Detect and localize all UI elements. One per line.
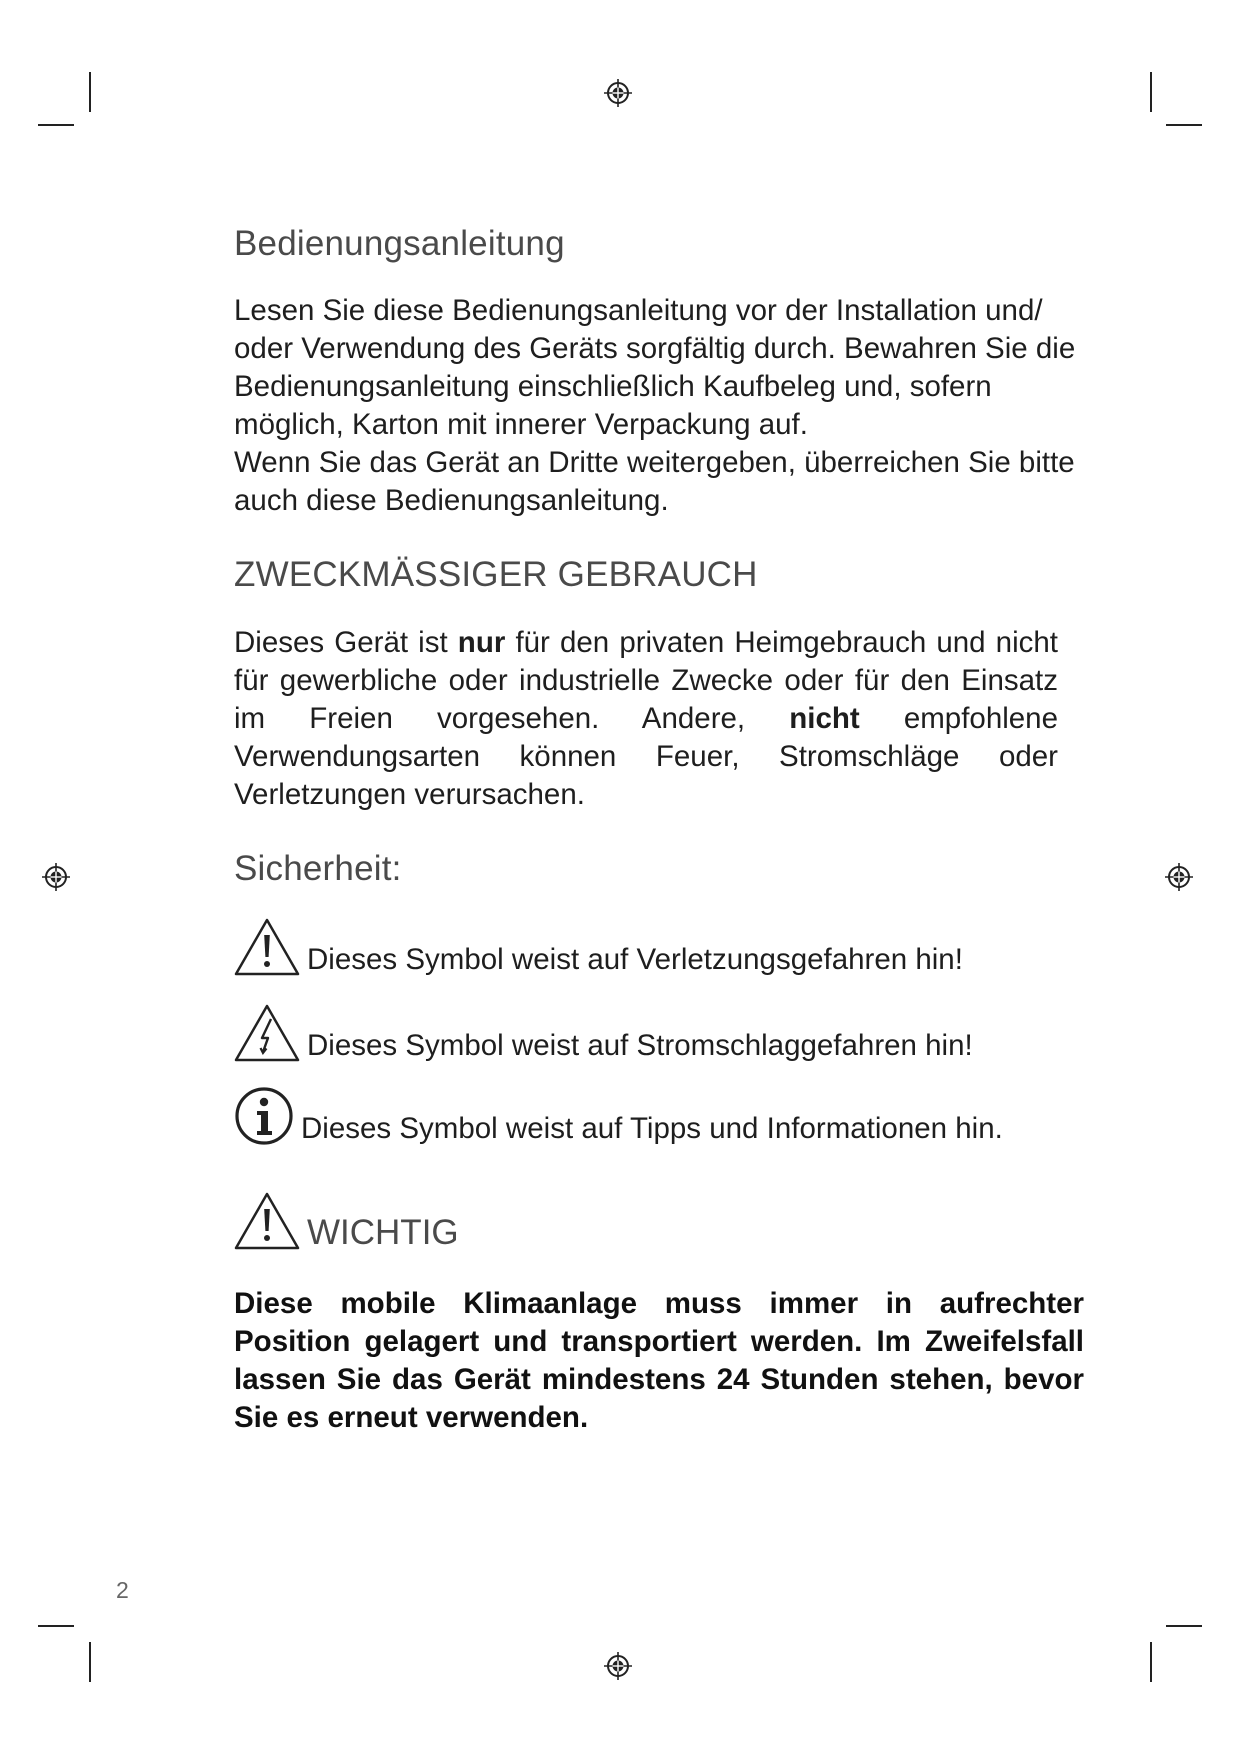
important-label: WICHTIG bbox=[307, 1213, 459, 1252]
usage-text-3: empfohlene Verwendungsarten können Feuer, Stromschläge oder Verletzungen verursachen. bbox=[234, 702, 1058, 811]
warning-triangle-icon bbox=[234, 1192, 300, 1251]
safety-symbol-row bbox=[234, 1004, 973, 1063]
crop-mark bbox=[1150, 1642, 1152, 1682]
usage-bold-1: nur bbox=[457, 626, 506, 659]
important-text: Diese mobile Klimaanlage muss immer in aufrechter Position gelagert und transportiert werden. Im Zweifelsfall lassen Sie das Gerät mindestens 24 Stunden stehen, bevor Sie es erneut verwenden. bbox=[234, 1287, 1084, 1434]
usage-paragraph bbox=[234, 624, 1058, 814]
usage-heading: ZWECKMÄSSIGER GEBRAUCH bbox=[234, 555, 758, 594]
crop-mark bbox=[89, 72, 91, 112]
crop-mark bbox=[1166, 1625, 1202, 1627]
registration-mark-icon bbox=[603, 78, 633, 108]
manual-heading: Bedienungsanleitung bbox=[234, 224, 565, 263]
crop-mark bbox=[38, 124, 74, 126]
manual-text bbox=[234, 292, 1084, 520]
crop-mark bbox=[38, 1625, 74, 1627]
safety-symbol-text: Dieses Symbol weist auf Verletzungsgefahren hin! bbox=[307, 943, 963, 976]
safety-symbol-text: Dieses Symbol weist auf Tipps und Informationen hin. bbox=[301, 1112, 1003, 1145]
usage-text-1: Dieses Gerät ist bbox=[234, 626, 458, 659]
important-heading-row bbox=[234, 1192, 459, 1251]
manual-paragraph-1: Lesen Sie diese Bedienungsanleitung vor der Installation und/ oder Verwendung des Geräts sorgfältig durch. Bewahren Sie die Bedienungsanleitung einschließlich Kaufbeleg und, sofern möglich, Karton mit innerer Verpackung auf. bbox=[234, 294, 1076, 441]
electric-shock-triangle-icon bbox=[234, 1004, 300, 1063]
warning-triangle-icon bbox=[234, 918, 300, 977]
usage-bold-2: nicht bbox=[789, 702, 860, 735]
crop-mark bbox=[1150, 72, 1152, 112]
page-number: 2 bbox=[116, 1577, 129, 1603]
registration-mark-icon bbox=[603, 1651, 633, 1681]
registration-mark-icon bbox=[41, 862, 71, 892]
crop-mark bbox=[89, 1642, 91, 1682]
usage-text-2: für den privaten Heimgebrauch und nicht für gewerbliche oder industrielle Zwecke oder für den Einsatz im Freien vorgesehen. Andere, bbox=[234, 626, 1058, 735]
registration-mark-icon bbox=[1164, 862, 1194, 892]
safety-symbol-text: Dieses Symbol weist auf Stromschlaggefahren hin! bbox=[307, 1029, 973, 1062]
safety-symbol-row bbox=[234, 918, 963, 977]
crop-mark bbox=[1166, 124, 1202, 126]
safety-symbol-row bbox=[234, 1086, 1003, 1146]
safety-heading: Sicherheit: bbox=[234, 849, 402, 888]
manual-paragraph-2: Wenn Sie das Gerät an Dritte weitergeben, überreichen Sie bitte auch diese Bedienungsanleitung. bbox=[234, 446, 1075, 517]
info-circle-icon bbox=[234, 1086, 294, 1146]
